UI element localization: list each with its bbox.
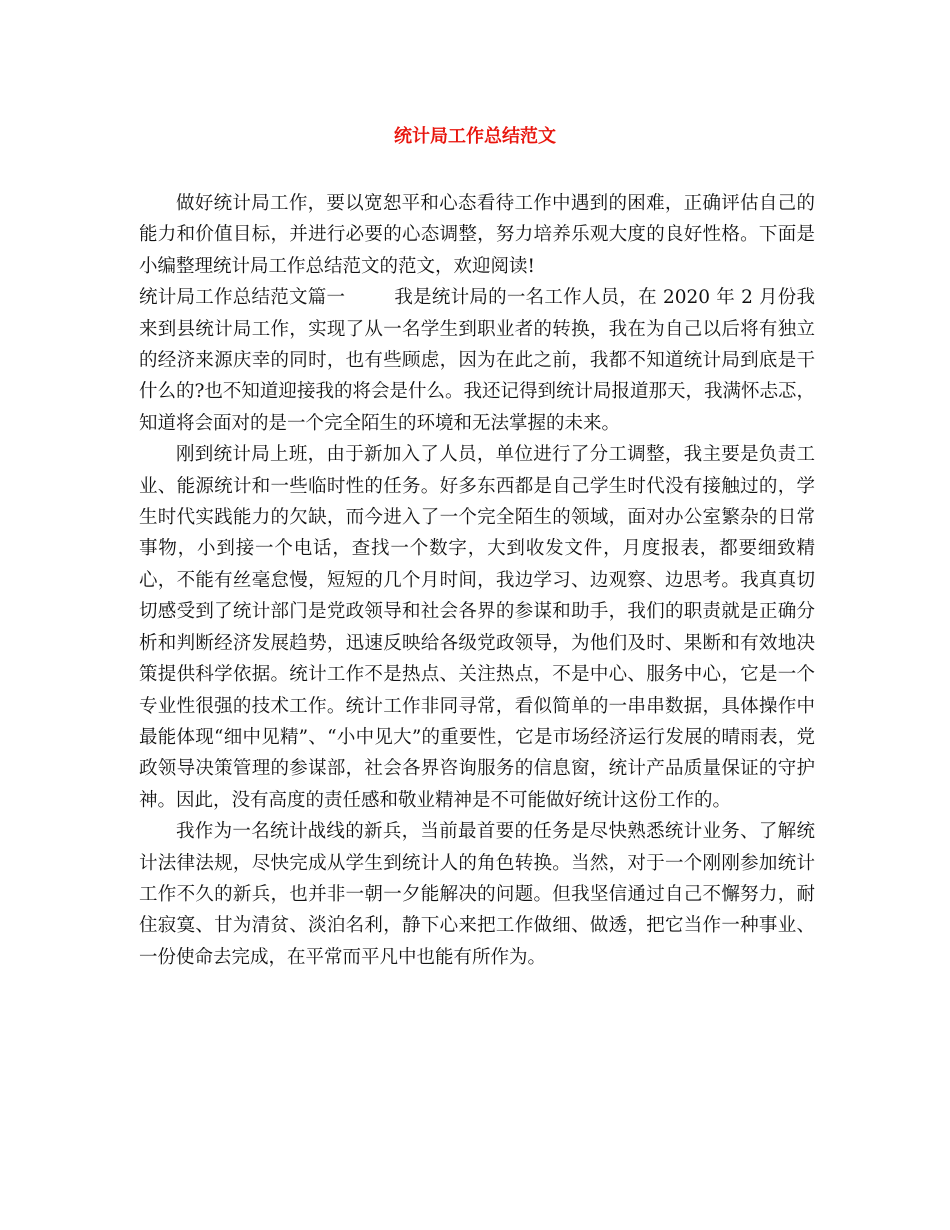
body-paragraph-newcomer: 我作为一名统计战线的新兵，当前最首要的任务是尽快熟悉统计业务、了解统计法律法规，尽快完成从学生到统计人的角色转换。当然，对于一个刚刚参加统计工作不久的新兵，也并非一朝一夕能解决的问题。但我坚信通过自己不懈努力，耐住寂寞、甘为清贫、淡泊名利，静下心来把工作做细、做透，把它当作一种事业、一份使命去完成，在平常而平凡中也能有所作为。 bbox=[139, 821, 815, 968]
section-text: 我是统计局的一名工作人员，在 2020 年 2 月份我来到县统计局工作，实现了从一名学生到职业者的转换，我在为自己以后将有独立的经济来源庆幸的同时，也有些顾虑，因为在此之前，我都不知道统计局到底是干什么的?也不知道迎接我的将会是什么。我还记得到统计局报道那天，我满怀忐忑，知道将会面对的是一个完全陌生的环境和无法掌握的未来。 bbox=[139, 287, 815, 434]
section-paragraph bbox=[139, 282, 815, 439]
body-paragraph-work: 刚到统计局上班，由于新加入了人员，单位进行了分工调整，我主要是负责工业、能源统计和一些临时性的任务。好多东西都是自己学生时代没有接触过的，学生时代实践能力的欠缺，而今进入了一个完全陌生的领域，面对办公室繁杂的日常事物，小到接一个电话，查找一个数字，大到收发文件，月度报表，都要细致精心，不能有丝毫怠慢，短短的几个月时间，我边学习、边观察、边思考。我真真切切感受到了统计部门是党政领导和社会各界的参谋和助手，我们的职责就是正确分析和判断经济发展趋势，迅速反映给各级党政领导，为他们及时、果断和有效地决策提供科学依据。统计工作不是热点、关注热点，不是中心、服务中心，它是一个专业性很强的技术工作。统计工作非同寻常，看似简单的一串串数据，具体操作中最能体现“细中见精”、“小中见大”的重要性，它是市场经济运行发展的晴雨表，党政领导决策管理的参谋部，社会各界咨询服务的信息窗，统计产品质量保证的守护神。因此，没有高度的责任感和敬业精神是不可能做好统计这份工作的。 bbox=[139, 444, 815, 811]
document-body bbox=[139, 188, 815, 973]
intro-paragraph: 做好统计局工作，要以宽恕平和心态看待工作中遇到的困难，正确评估自己的能力和价值目标，并进行必要的心态调整，努力培养乐观大度的良好性格。下面是小编整理统计局工作总结范文的范文，欢迎阅读! bbox=[139, 193, 815, 277]
document-title: 统计局工作总结范文 bbox=[394, 126, 556, 147]
section-heading: 统计局工作总结范文篇一 bbox=[139, 287, 346, 309]
